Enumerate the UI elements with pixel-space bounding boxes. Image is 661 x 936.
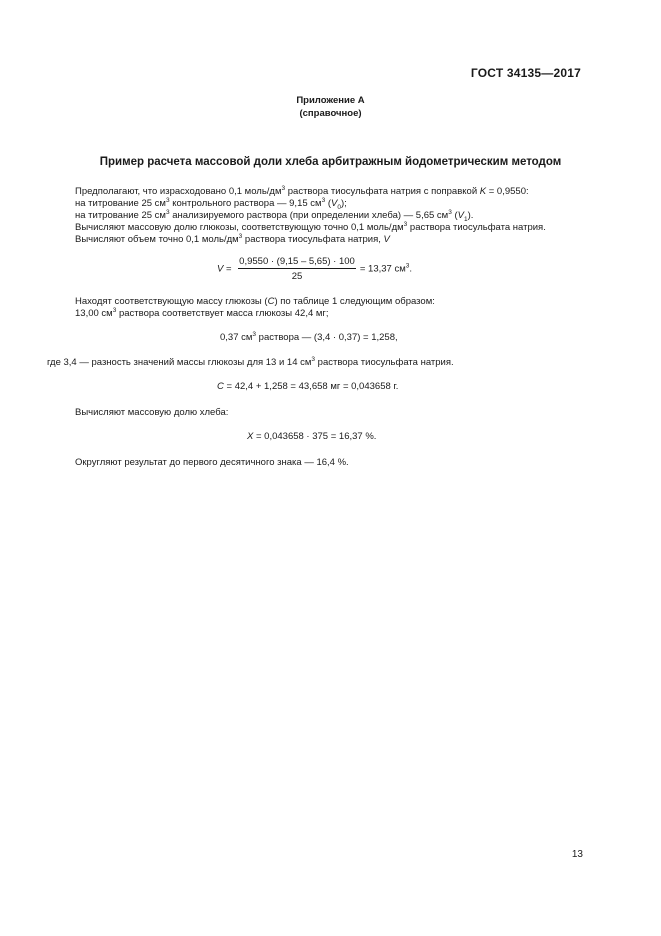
formula-volume: V = $\frac{0,9550 \cdot (9,15 - 5,65) \cdot 100}{25}$ = 13,37 $см^3$. bbox=[217, 256, 412, 282]
formula-glucose-mass: C = 42,4 + 1,258 = 43,658 мг = 0,043658 г. bbox=[217, 381, 399, 392]
page-number: 13 bbox=[571, 849, 583, 860]
document-code: ГОСТ 34135—2017 bbox=[470, 66, 581, 80]
appendix-title: Приложение А bbox=[296, 95, 365, 106]
para-find-glucose-2: 13,00 $см^3$ раствора соответствует масса глюкозы 42,4 мг; bbox=[75, 306, 329, 319]
formula-volume-fraction: $\frac{0,9550 \cdot (9,15 - 5,65) \cdot 100}{25}$ bbox=[239, 256, 355, 282]
formula-note: где 3,4 — разность значений массы глюкозы для 13 и 14 $см^3$ раствора тиосульфата натрия. bbox=[47, 355, 454, 368]
conclusion: Округляют результат до первого десятичного знака — 16,4 %. bbox=[75, 457, 349, 468]
intro-line-3: на титрование 25 $см^3$ анализируемого раствора (при определении хлеба) — 5,65 $см^3$ $(V_1)$. bbox=[75, 208, 474, 223]
formula-glucose-difference: 0,37 $см^3$ раствора — (3,4 · 0,37) = 1,258, bbox=[220, 330, 398, 343]
appendix-subtitle: (справочное) bbox=[299, 108, 362, 119]
intro-line-1: Предполагают, что израсходовано 0,1 моль/$дм^3$ раствора тиосульфата натрия с поправкой K = 0,9550: bbox=[75, 184, 529, 197]
intro-line-5: Вычисляют объем точно 0,1 моль/$дм^3$ раствора тиосульфата натрия, V bbox=[75, 232, 390, 245]
intro-line-2: на титрование 25 $см^3$ контрольного раствора — 9,15 $см^3$ $(V_0)$; bbox=[75, 196, 347, 211]
para-bread-fraction: Вычисляют массовую долю хлеба: bbox=[75, 407, 229, 418]
para-find-glucose-1: Находят соответствующую массу глюкозы (C) по таблице 1 следующим образом: bbox=[75, 296, 435, 307]
section-title: Пример расчета массовой доли хлеба арбитражным йодометрическим методом bbox=[99, 156, 562, 168]
intro-line-4: Вычисляют массовую долю глюкозы, соответствующую точно 0,1 моль/$дм^3$ раствора тиосульфата натрия. bbox=[75, 220, 546, 233]
formula-bread-fraction: X = 0,043658 · 375 = 16,37 %. bbox=[247, 431, 377, 442]
